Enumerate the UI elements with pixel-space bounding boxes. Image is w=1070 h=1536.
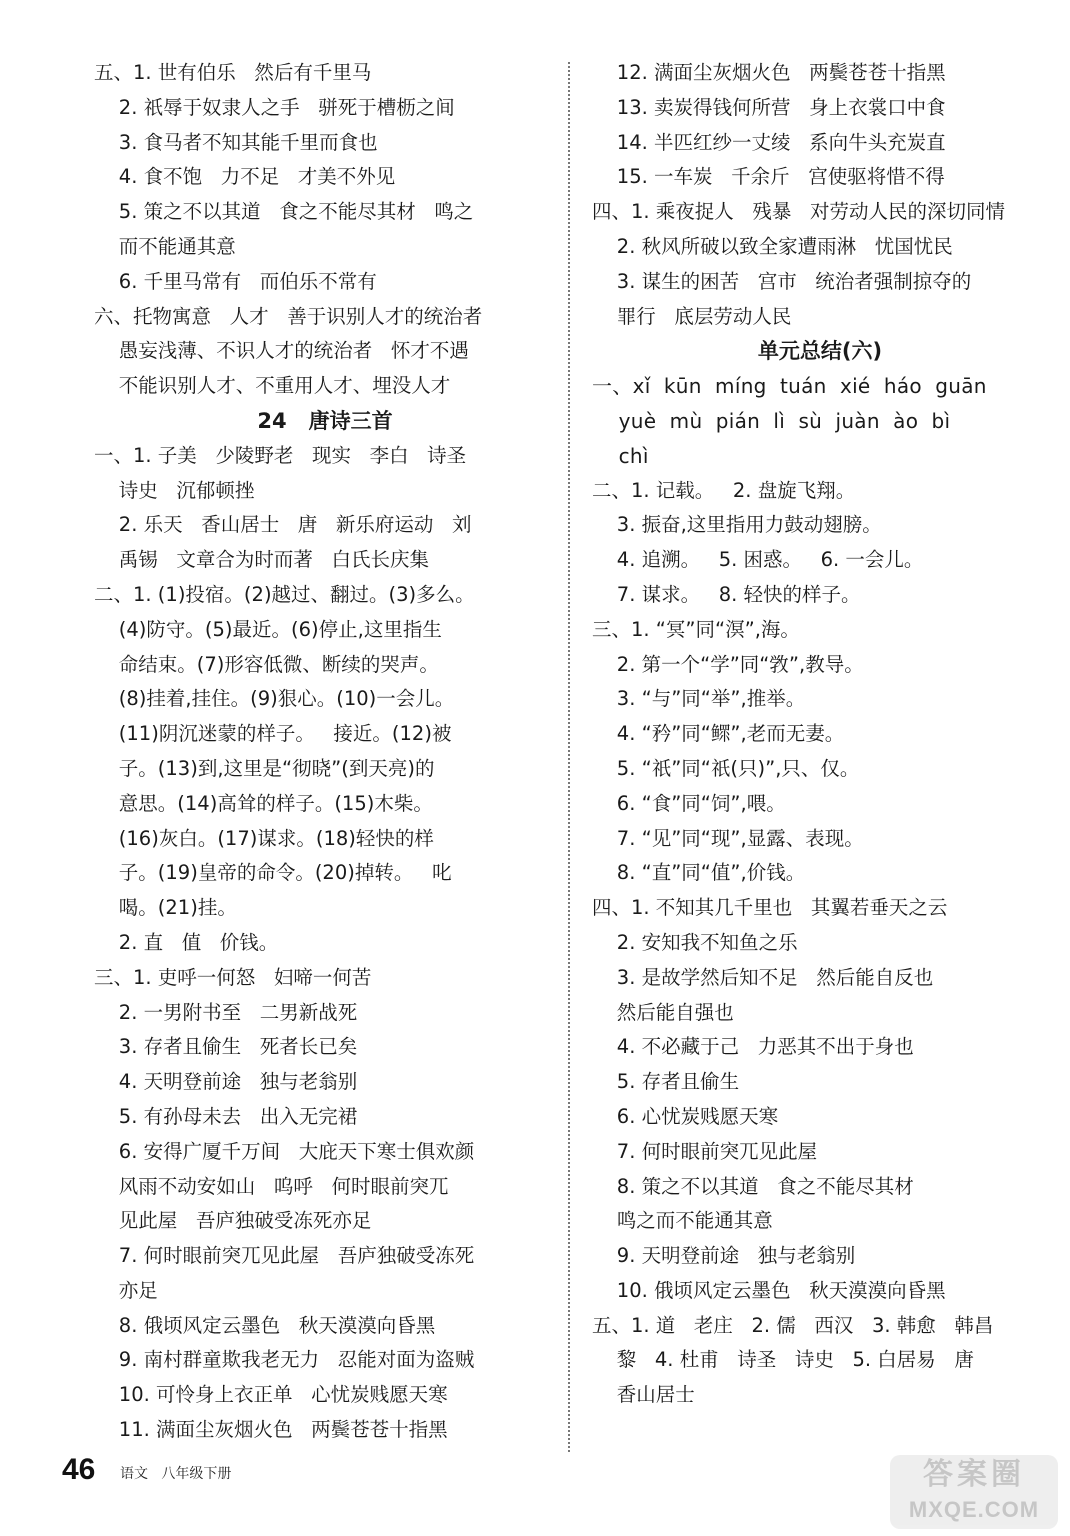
answer-line: 10. 俄顷风定云墨色 秋天漠漠向昏黑 [592, 1278, 946, 1302]
section-heading: 24 唐诗三首 [257, 408, 393, 433]
answer-line: 二、1. 记载。 2. 盘旋飞翔。 [592, 478, 856, 502]
answer-line: 二、1. (1)投宿。(2)越过、翻过。(3)多么。 [94, 582, 475, 606]
answer-line: 子。(13)到,这里是“彻晓”(到天亮)的 [94, 756, 435, 780]
answer-line: 诗史 沉郁顿挫 [94, 478, 255, 502]
answer-line: 3. 食马者不知其能千里而食也 [94, 130, 378, 154]
answer-line: 4. “矜”同“鳏”,老而无妻。 [592, 722, 845, 746]
answer-line: (11)阴沉迷蒙的样子。 接近。(12)被 [94, 722, 452, 746]
answer-line: 罪行 底层劳动人民 [592, 304, 792, 328]
answer-line: 五、1. 道 老庄 2. 儒 西汉 3. 韩愈 韩昌 [592, 1313, 994, 1337]
answer-line: 风雨不动安如山 呜呼 何时眼前突兀 [94, 1174, 449, 1198]
answer-line: 10. 可怜身上衣正单 心忧炭贱愿天寒 [94, 1383, 448, 1407]
page-number: 46 [62, 1453, 96, 1486]
answer-line: 5. 策之不以其道 食之不能尽其材 鸣之 [94, 200, 474, 224]
answer-line: 14. 半匹红纱一丈绫 系向牛头充炭直 [592, 130, 946, 154]
answer-line: 六、托物寓意 人才 善于识别人才的统治者 [94, 304, 483, 328]
answer-line: 3. 振奋,这里指用力鼓动翅膀。 [592, 513, 882, 537]
answer-line: 4. 食不饱 力不足 才美不外见 [94, 165, 396, 189]
answer-line: 然后能自强也 [592, 1000, 734, 1024]
watermark-text: 答案圈 [923, 1457, 1025, 1492]
answer-line: 2. 安知我不知鱼之乐 [592, 930, 798, 954]
answer-line: 一、1. 子美 少陵野老 现实 李白 诗圣 [94, 443, 467, 467]
answer-line: 8. 俄顷风定云墨色 秋天漠漠向昏黑 [94, 1313, 436, 1337]
answer-line: 三、1. 吏呼一何怒 妇啼一何苦 [94, 965, 372, 989]
answer-line: 3. 谋生的困苦 宫市 统治者强制掠夺的 [592, 269, 972, 293]
answer-line: 喝。(21)挂。 [94, 896, 237, 920]
left-answer-column [94, 56, 556, 1448]
answer-line: 6. 千里马常有 而伯乐不常有 [94, 269, 377, 293]
answer-line: 6. “食”同“饲”,喂。 [592, 791, 786, 815]
answer-line: 四、1. 乘夜捉人 残暴 对劳动人民的深切同情 [592, 200, 1005, 224]
answer-line: 5. 存者且偷生 [592, 1070, 740, 1094]
answer-line: 五、1. 世有伯乐 然后有千里马 [94, 61, 372, 84]
answer-line: 7. 何时眼前突兀见此屋 吾庐独破受冻死 [94, 1244, 475, 1268]
answer-line: 3. “与”同“举”,推举。 [592, 687, 806, 711]
answer-line: 而不能通其意 [94, 234, 236, 258]
answer-line: 9. 南村群童欺我老无力 忍能对面为盗贼 [94, 1348, 475, 1372]
answer-line: 3. 是故学然后知不足 然后能自反也 [592, 965, 934, 989]
answer-line: 禹锡 文章合为时而著 白氏长庆集 [94, 548, 429, 572]
answer-line: 四、1. 不知其几千里也 其翼若垂天之云 [592, 896, 948, 920]
answer-line: 黎 4. 杜甫 诗圣 诗史 5. 白居易 唐 [592, 1348, 974, 1372]
answer-line: 13. 卖炭得钱何所营 身上衣裳口中食 [592, 95, 946, 119]
answer-line: 鸣之而不能通其意 [592, 1209, 773, 1233]
answer-line: 愚妄浅薄、不识人才的统治者 怀才不遇 [94, 339, 469, 363]
answer-line: 三、1. “冥”同“溟”,海。 [592, 617, 800, 641]
answer-line: 4. 追溯。 5. 困惑。 6. 一会儿。 [592, 548, 924, 572]
answer-line: 2. 直 值 价钱。 [94, 930, 279, 954]
answer-line: 5. 有孙母未去 出入无完裙 [94, 1104, 358, 1128]
section-heading: 单元总结(六) [757, 339, 883, 364]
answer-line: (8)挂着,挂住。(9)狠心。(10)一会儿。 [94, 687, 455, 711]
answer-line: 6. 心忧炭贱愿天寒 [592, 1104, 779, 1128]
watermark-url: MXQE.COM [908, 1497, 1040, 1522]
answer-line: 子。(19)皇帝的命令。(20)掉转。 叱 [94, 861, 452, 885]
answer-line: yuè mù pián lì sù juàn ào bì [592, 408, 951, 433]
answer-line: 7. 何时眼前突兀见此屋 [592, 1139, 818, 1163]
answer-line: 2. 乐天 香山居士 唐 新乐府运动 刘 [94, 513, 472, 537]
column-divider [568, 62, 570, 1452]
answer-line: 9. 天明登前途 独与老翁别 [592, 1244, 856, 1268]
answer-line: 见此屋 吾庐独破受冻死亦足 [94, 1209, 372, 1233]
answer-line: 2. 一男附书至 二男新战死 [94, 1000, 358, 1024]
answer-line: 8. 策之不以其道 食之不能尽其材 [592, 1174, 914, 1198]
answer-line: 命结束。(7)形容低微、断续的哭声。 [94, 652, 439, 676]
answer-line: 6. 安得广厦千万间 大庇天下寒士俱欢颜 [94, 1139, 475, 1163]
answer-line: chì [592, 443, 649, 468]
answer-line: 8. “直”同“值”,价钱。 [592, 861, 806, 885]
answer-line: 意思。(14)高耸的样子。(15)木柴。 [94, 791, 433, 815]
answer-line: 2. 第一个“学”同“敩”,教导。 [592, 652, 864, 676]
answer-line: (4)防守。(5)最近。(6)停止,这里指生 [94, 617, 442, 641]
answer-line: 香山居士 [592, 1383, 695, 1407]
answer-line: 4. 天明登前途 独与老翁别 [94, 1070, 358, 1094]
answer-line: 不能识别人才、不重用人才、埋没人才 [94, 374, 451, 398]
answer-line: 一、xǐ kūn míng tuán xié háo guān [592, 374, 987, 399]
answer-line: 4. 不必藏于己 力恶其不出于身也 [592, 1035, 914, 1059]
answer-line: 3. 存者且偷生 死者长已矣 [94, 1035, 358, 1059]
watermark-logo [890, 1455, 1058, 1529]
answer-line: (16)灰白。(17)谋求。(18)轻快的样 [94, 826, 434, 850]
answer-line: 7. “见”同“现”,显露、表现。 [592, 826, 864, 850]
answer-line: 7. 谋求。 8. 轻快的样子。 [592, 582, 861, 606]
answer-line: 5. “祇”同“祇(只)”,只、仅。 [592, 756, 860, 780]
right-answer-column [592, 56, 1048, 1413]
answer-line: 2. 祇辱于奴隶人之手 骈死于槽枥之间 [94, 95, 455, 119]
answer-line: 11. 满面尘灰烟火色 两鬓苍苍十指黑 [94, 1418, 448, 1442]
answer-line: 2. 秋风所破以致全家遭雨淋 忧国忧民 [592, 234, 953, 258]
book-subject-label: 语文 八年级下册 [120, 1466, 232, 1482]
answer-line: 12. 满面尘灰烟火色 两鬓苍苍十指黑 [592, 61, 946, 84]
answer-line: 亦足 [94, 1278, 158, 1302]
answer-line: 15. 一车炭 千余斤 宫使驱将惜不得 [592, 165, 945, 189]
